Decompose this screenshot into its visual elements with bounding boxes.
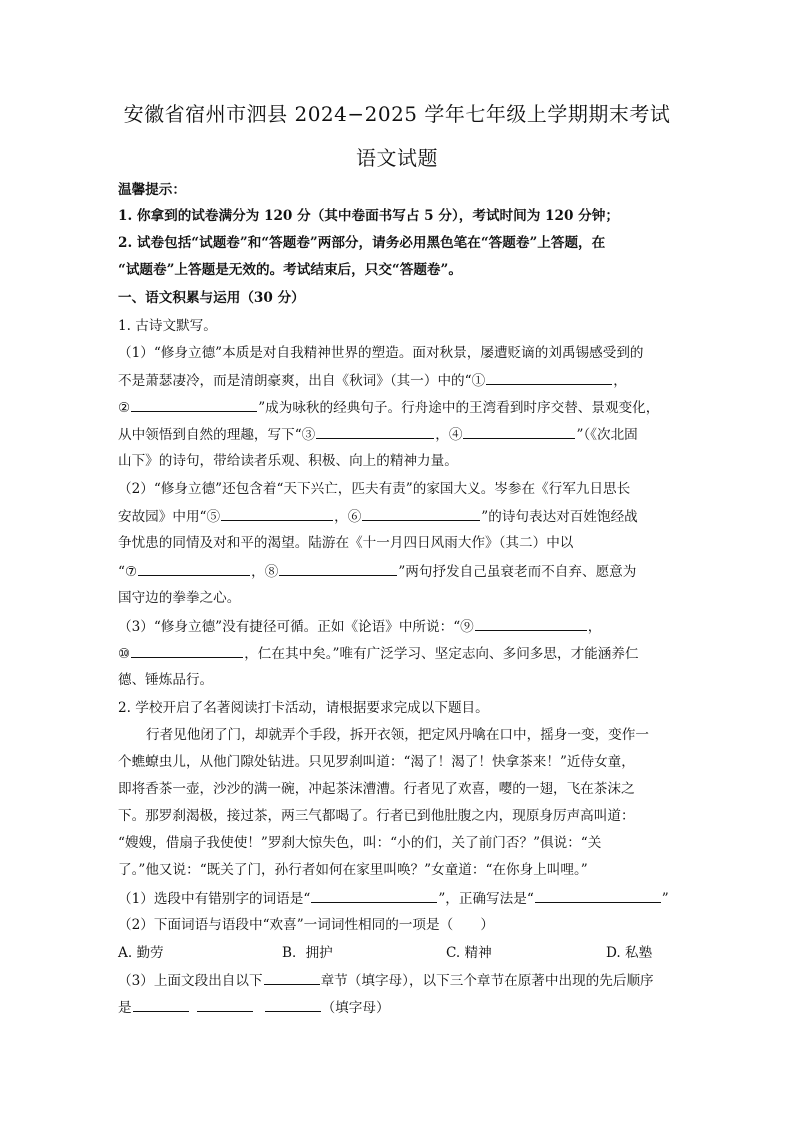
q2-sub3-text: （3）上面文段出自以下 bbox=[118, 973, 263, 989]
q1-p1-text: 不是萧瑟凄冷，而是清朗豪爽，出自《秋词》（其一）中的“① bbox=[118, 373, 486, 389]
section-1-heading: 一、语文积累与运用（30 分） bbox=[118, 290, 305, 306]
q1-p2-text: ，⑥ bbox=[334, 509, 362, 525]
passage-line: 下。那罗刹渴极，接过茶，两三气都喝了。行者已到他肚腹之内，现原身厉声高叫道： bbox=[118, 808, 635, 824]
q1-p1-line-e: 山下》的诗句，带给读者乐观、积极、向上的精神力量。 bbox=[118, 453, 458, 469]
notice-item-2a: 2. 试卷包括“试题卷”和“答题卷”两部分，请务必用黑色笔在“答题卷”上答题，在 bbox=[118, 235, 606, 251]
answer-blank-6[interactable] bbox=[362, 507, 480, 521]
q1-p3-text: ， bbox=[587, 619, 602, 635]
q1-p3-text: ，仁在其中矣。”唯有广泛学习、坚定志向、多问多思，才能涵养仁 bbox=[244, 646, 639, 662]
q1-p2-line-e: 国守边的拳拳之心。 bbox=[118, 590, 241, 606]
q1-p1-text: ，④ bbox=[435, 427, 463, 443]
q2-sub3-line-a bbox=[118, 971, 654, 990]
q2-sub3-line-b bbox=[118, 998, 390, 1017]
passage-line: 个蟭蟟虫儿，从他门隙处钻进。只见罗刹叫道：“渴了！渴了！快拿茶来！”近侍女童， bbox=[118, 754, 635, 770]
question-2-stem: 2. 学校开启了名著阅读打卡活动，请根据要求完成以下题目。 bbox=[118, 700, 489, 716]
answer-blank-4[interactable] bbox=[463, 425, 575, 439]
question-1-stem: 1. 古诗文默写。 bbox=[118, 318, 217, 334]
q1-p3-text: （3）“修身立德”没有捷径可循。正如《论语》中所说：“⑨ bbox=[118, 619, 474, 635]
q2-sub3-text: 是 bbox=[118, 1000, 132, 1016]
q2-sub1-text: ”，正确写法是“ bbox=[438, 891, 534, 907]
option-a[interactable]: A. 勤劳 bbox=[118, 945, 164, 961]
q1-p2-line-c: 争忧患的同情及对和平的渴望。陆游在《十一月四日风雨大作》（其二）中以 bbox=[118, 535, 574, 551]
q1-p3-line-b bbox=[118, 644, 639, 663]
q1-p1-text: ， bbox=[613, 373, 627, 389]
q1-p3-line-c: 德、锤炼品行。 bbox=[118, 672, 214, 688]
option-b[interactable]: B．拥护 bbox=[282, 945, 333, 961]
q2-sub1-text: ” bbox=[661, 891, 669, 907]
passage-line: 了。”他又说：“既关了门，孙行者如何在家里叫唤？”女童道：“在你身上叫哩。” bbox=[118, 862, 588, 878]
q1-p2-text: “⑦ bbox=[118, 564, 138, 580]
q1-p3-text: ⑩ bbox=[118, 646, 131, 662]
answer-blank-order-3[interactable] bbox=[265, 998, 321, 1012]
q1-p1-text: ② bbox=[118, 400, 131, 416]
q2-sub2: （2）下面词语与语段中“欢喜”一词词性相同的一项是（ ） bbox=[118, 917, 494, 933]
answer-blank-8[interactable] bbox=[279, 562, 397, 576]
q1-p1-line-c bbox=[118, 398, 659, 417]
answer-blank-10[interactable] bbox=[131, 644, 243, 658]
q2-sub1 bbox=[118, 889, 669, 908]
q2-sub3-text: 章节（填字母），以下三个章节在原著中出现的先后顺序 bbox=[320, 973, 654, 989]
answer-blank-7[interactable] bbox=[138, 562, 250, 576]
notice-item-1: 1. 你拿到的试卷满分为 120 分（其中卷面书写占 5 分），考试时间为 120 分钟； bbox=[118, 208, 619, 224]
notice-heading: 温馨提示： bbox=[118, 182, 186, 198]
answer-blank-chapter[interactable] bbox=[264, 971, 320, 985]
answer-blank-correction[interactable] bbox=[535, 889, 661, 903]
q1-p1-line-a: （1）“修身立德”本质是对自我精神世界的塑造。面对秋景，屡遭贬谪的刘禹锡感受到的 bbox=[118, 345, 644, 361]
answer-blank-order-2[interactable] bbox=[197, 998, 253, 1012]
q1-p2-text: 安故园》中用“⑤ bbox=[118, 509, 221, 525]
q2-sub3-text: （填字母） bbox=[321, 1000, 390, 1016]
q1-p2-line-d bbox=[118, 562, 636, 581]
answer-blank-typo[interactable] bbox=[311, 889, 437, 903]
option-d[interactable]: D. 私塾 bbox=[606, 945, 653, 961]
q1-p1-text: ”成为咏秋的经典句子。行舟途中的王湾看到时序交替、景观变化， bbox=[258, 400, 660, 416]
answer-blank-5[interactable] bbox=[221, 507, 333, 521]
passage-line: “嫂嫂，借扇子我使使！”罗刹大惊失色，叫：“小的们，关了前门否？”俱说：“关 bbox=[118, 835, 602, 851]
notice-item-2b: “试题卷”上答题是无效的。考试结束后，只交“答题卷”。 bbox=[118, 262, 462, 278]
q1-p1-line-d bbox=[118, 425, 638, 444]
q1-p2-line-a: （2）“修身立德”还包含着“天下兴亡，匹夫有责”的家国大义。岑参在《行军九日思长 bbox=[118, 481, 631, 497]
q1-p1-text: 从中领悟到自然的理趣，写下“③ bbox=[118, 427, 316, 443]
q1-p1-line-b bbox=[118, 371, 627, 390]
passage-line: 行者见他闭了门，却就弄个手段，拆开衣领，把定风丹噙在口中，摇身一变，变作一 bbox=[146, 727, 649, 743]
passage-line: 即将香茶一壶，沙沙的满一碗，冲起茶沫漕漕。行者见了欢喜，嘤的一翅，飞在茶沫之 bbox=[118, 781, 635, 797]
q1-p2-text: ”两句抒发自己虽衰老而不自弃、愿意为 bbox=[398, 564, 637, 580]
answer-blank-3[interactable] bbox=[316, 425, 434, 439]
q1-p2-text: ，⑧ bbox=[251, 564, 279, 580]
q1-p2-line-b bbox=[118, 507, 638, 526]
exam-subtitle: 语文试题 bbox=[356, 146, 438, 170]
option-c[interactable]: C. 精神 bbox=[446, 945, 492, 961]
q1-p1-text: ”（《次北固 bbox=[576, 427, 638, 443]
answer-blank-9[interactable] bbox=[475, 617, 587, 631]
answer-blank-order-1[interactable] bbox=[133, 998, 189, 1012]
q2-sub1-text: （1）选段中有错别字的词语是“ bbox=[118, 891, 311, 907]
answer-blank-1[interactable] bbox=[486, 371, 612, 385]
q1-p2-text: ”的诗句表达对百姓饱经战 bbox=[481, 509, 638, 525]
answer-blank-2[interactable] bbox=[131, 398, 257, 412]
q1-p3-line-a bbox=[118, 617, 601, 636]
exam-title: 安徽省宿州市泗县 2024−2025 学年七年级上学期期末考试 bbox=[123, 102, 671, 126]
